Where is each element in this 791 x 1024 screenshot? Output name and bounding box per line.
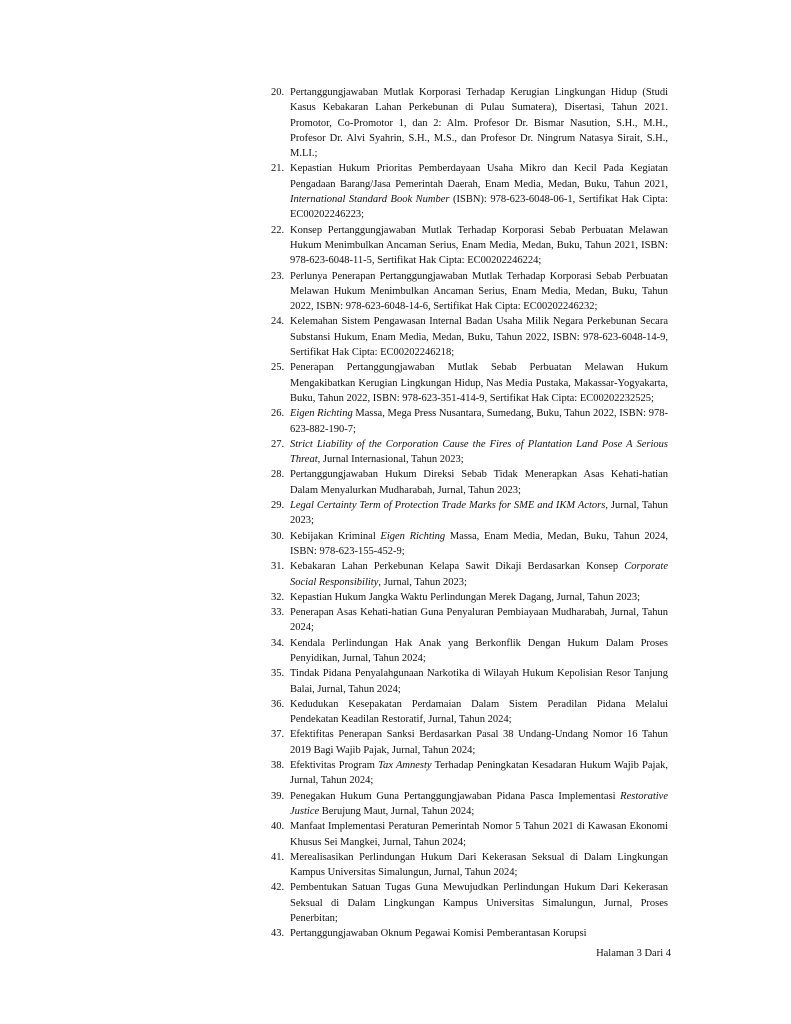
item-italic-text: Strict Liability of the Corporation Cause the Fires of Plantation Land Pose A Serious Threat <box>290 438 668 466</box>
item-text: Pertanggungjawaban Mutlak Korporasi Terhadap Kerugian Lingkungan Hidup (Studi Kasus Kebakaran Lahan Perkebunan di Pulau Sumatera), Disertasi, Tahun 2021. Promotor, Co-Promotor 1, dan 2: Alm. Profesor Dr. Bismar Nasution, S.H., M.H., Profesor Dr. Alvi Syahrin, S.H., M.S., dan Profesor Dr. Ningrum Natasya Sirait, S.H., M.LI.; <box>290 87 668 160</box>
item-italic-text: Tax Amnesty <box>378 760 432 772</box>
item-number: 25. <box>271 362 285 374</box>
item-number: 24. <box>271 316 285 328</box>
list-item <box>271 605 668 636</box>
list-item <box>271 360 668 406</box>
item-text: Efektifitas Penerapan Sanksi Berdasarkan Pasal 38 Undang-Undang Nomor 16 Tahun 2019 Bagi Wajib Pajak, Jurnal, Tahun 2024; <box>290 729 668 756</box>
item-number: 29. <box>271 500 285 512</box>
item-text: Penegakan Hukum Guna Pertanggungjawaban Pidana Pasca Implementasi <box>290 790 621 802</box>
item-number: 39. <box>271 790 285 802</box>
item-number: 28. <box>271 469 285 481</box>
list-item <box>271 223 668 269</box>
list-item <box>271 269 668 315</box>
item-text: Tindak Pidana Penyalahgunaan Narkotika di Wilayah Hukum Kepolisian Resor Tanjung Balai, Jurnal, Tahun 2024; <box>290 668 668 695</box>
item-number: 40. <box>271 821 285 833</box>
list-item <box>271 758 668 789</box>
item-text: Pertanggungjawaban Oknum Pegawai Komisi Pemberantasan Korupsi <box>290 928 587 940</box>
item-text: Konsep Pertanggungjawaban Mutlak Terhadap Korporasi Sebab Perbuatan Melawan Hukum Menimbulkan Ancaman Serius, Enam Media, Medan, Buku, Tahun 2021, ISBN: 978-623-6048-11-5, Sertifikat Hak Cipta: EC00202246224; <box>290 224 668 267</box>
item-number: 31. <box>271 561 285 573</box>
item-number: 35. <box>271 668 285 680</box>
list-item <box>271 314 668 360</box>
item-italic-text: Eigen Richting <box>380 530 446 542</box>
item-text: Pertanggungjawaban Hukum Direksi Sebab Tidak Menerapkan Asas Kehati-hatian Dalam Menyalurkan Mudharabah, Jurnal, Tahun 2023; <box>290 469 668 496</box>
item-text: , Jurnal Internasional, Tahun 2023; <box>317 454 464 466</box>
list-item <box>271 819 668 850</box>
list-item <box>271 85 668 161</box>
list-item <box>271 697 668 728</box>
item-italic-text: Eigen Richting <box>290 408 353 420</box>
list-item <box>271 161 668 222</box>
list-item <box>271 789 668 820</box>
item-text: Terhadap Peningkatan Kesadaran Hukum Wajib Pajak, Jurnal, Tahun 2024; <box>290 760 669 787</box>
list-item <box>271 467 668 498</box>
item-italic-text: International Standard Book Number <box>290 194 450 206</box>
list-item <box>271 559 668 590</box>
list-item <box>271 926 668 941</box>
item-text: (ISBN): 978-623-6048-06-1, Sertifikat Hak Cipta: EC00202246223; <box>290 194 668 221</box>
item-number: 37. <box>271 729 285 741</box>
item-number: 22. <box>271 224 285 236</box>
item-text: , Jurnal, Tahun 2023; <box>378 576 467 588</box>
item-number: 41. <box>271 851 285 863</box>
item-text: Perlunya Penerapan Pertanggungjawaban Mutlak Terhadap Korporasi Sebab Perbuatan Melawan Hukum Menimbulkan Ancaman Serius, Enam Media, Medan, Buku, Tahun 2022, ISBN: 978-623-6048-14-6, Sertifikat Hak Cipta: EC00202246232; <box>290 270 668 313</box>
item-number: 20. <box>271 87 285 98</box>
item-number: 26. <box>271 408 285 420</box>
item-text: Massa, Enam Media, Medan, Buku, Tahun 2024, ISBN: 978-623-155-452-9; <box>290 530 668 557</box>
item-text: Kepastian Hukum Jangka Waktu Perlindungan Merek Dagang, Jurnal, Tahun 2023; <box>290 591 641 603</box>
item-number: 36. <box>271 698 285 710</box>
item-text: Kebakaran Lahan Perkebunan Kelapa Sawit Dikaji Berdasarkan Konsep <box>290 561 625 573</box>
list-item <box>271 850 668 881</box>
item-text: Massa, Mega Press Nusantara, Sumedang, Buku, Tahun 2022, ISBN: 978-623-882-190-7; <box>290 408 668 435</box>
item-text: Kedudukan Kesepakatan Perdamaian Dalam Sistem Peradilan Pidana Melalui Pendekatan Keadilan Restoratif, Jurnal, Tahun 2024; <box>290 698 668 726</box>
item-text: Penerapan Pertanggungjawaban Mutlak Sebab Perbuatan Melawan Hukum Mengakibatkan Kerugian Lingkungan Hidup, Nas Media Pustaka, Makassar-Yogyakarta, Buku, Tahun 2022, ISBN: 978-623-351-414-9, Sertifikat Hak Cipta: EC00202232525; <box>290 362 668 404</box>
item-number: 42. <box>271 882 285 894</box>
item-text: Manfaat Implementasi Peraturan Pemerintah Nomor 5 Tahun 2021 di Kawasan Ekonomi Khusus Sei Mangkei, Jurnal, Tahun 2024; <box>290 821 668 848</box>
item-text: Kelemahan Sistem Pengawasan Internal Badan Usaha Milik Negara Perkebunan Secara Substansi Hukum, Enam Media, Medan, Buku, Tahun 2022, ISBN: 978-623-6048-14-9, Sertifikat Hak Cipta: EC00202246218; <box>290 316 668 359</box>
item-text: , Jurnal, Tahun 2023; <box>290 500 668 527</box>
list-item <box>271 498 668 529</box>
item-number: 30. <box>271 530 285 542</box>
item-text: Berujung Maut, Jurnal, Tahun 2024; <box>319 805 475 817</box>
list-item <box>271 590 668 605</box>
list-item <box>271 636 668 667</box>
item-text: Penerapan Asas Kehati-hatian Guna Penyaluran Pembiayaan Mudharabah, Jurnal, Tahun 2024; <box>290 607 668 634</box>
list-item <box>271 666 668 697</box>
item-number: 34. <box>271 637 285 649</box>
item-text: Kendala Perlindungan Hak Anak yang Berkonflik Dengan Hukum Dalam Proses Penyidikan, Jurnal, Tahun 2024; <box>290 637 668 664</box>
list-item <box>271 727 668 758</box>
item-italic-text: Corporate Social Responsibility <box>290 561 668 588</box>
item-number: 27. <box>271 438 285 450</box>
item-text: Merealisasikan Perlindungan Hukum Dari Kekerasan Seksual di Dalam Lingkungan Kampus Universitas Simalungun, Jurnal, Tahun 2024; <box>290 851 668 879</box>
item-number: 38. <box>271 760 285 772</box>
item-text: Kebijakan Kriminal <box>290 530 381 542</box>
item-text: Pembentukan Satuan Tugas Guna Mewujudkan Perlindungan Hukum Dari Kekerasan Seksual di Dalam Lingkungan Kampus Universitas Simalungun, Jurnal, Proses Penerbitan; <box>290 882 668 925</box>
item-text: Efektivitas Program <box>290 760 379 772</box>
item-text: Kepastian Hukum Prioritas Pemberdayaan Usaha Mikro dan Kecil Pada Kegiatan Pengadaan Barang/Jasa Pemerintah Daerah, Enam Media, Medan, Buku, Tahun 2021, <box>290 163 668 190</box>
list-item <box>271 880 668 926</box>
item-italic-text: Legal Certainty Term of Protection Trade Marks for SME and IKM Actors <box>290 500 606 512</box>
item-number: 32. <box>271 591 285 603</box>
page-footer: Halaman 3 Dari 4 <box>596 948 671 959</box>
item-number: 23. <box>271 270 285 282</box>
publication-list <box>271 85 668 942</box>
list-item <box>271 406 668 437</box>
item-number: 33. <box>271 607 285 619</box>
item-number: 43. <box>271 928 285 940</box>
list-item <box>271 529 668 560</box>
item-number: 21. <box>271 163 285 175</box>
item-italic-text: Restorative Justice <box>290 790 668 817</box>
list-item <box>271 437 668 468</box>
